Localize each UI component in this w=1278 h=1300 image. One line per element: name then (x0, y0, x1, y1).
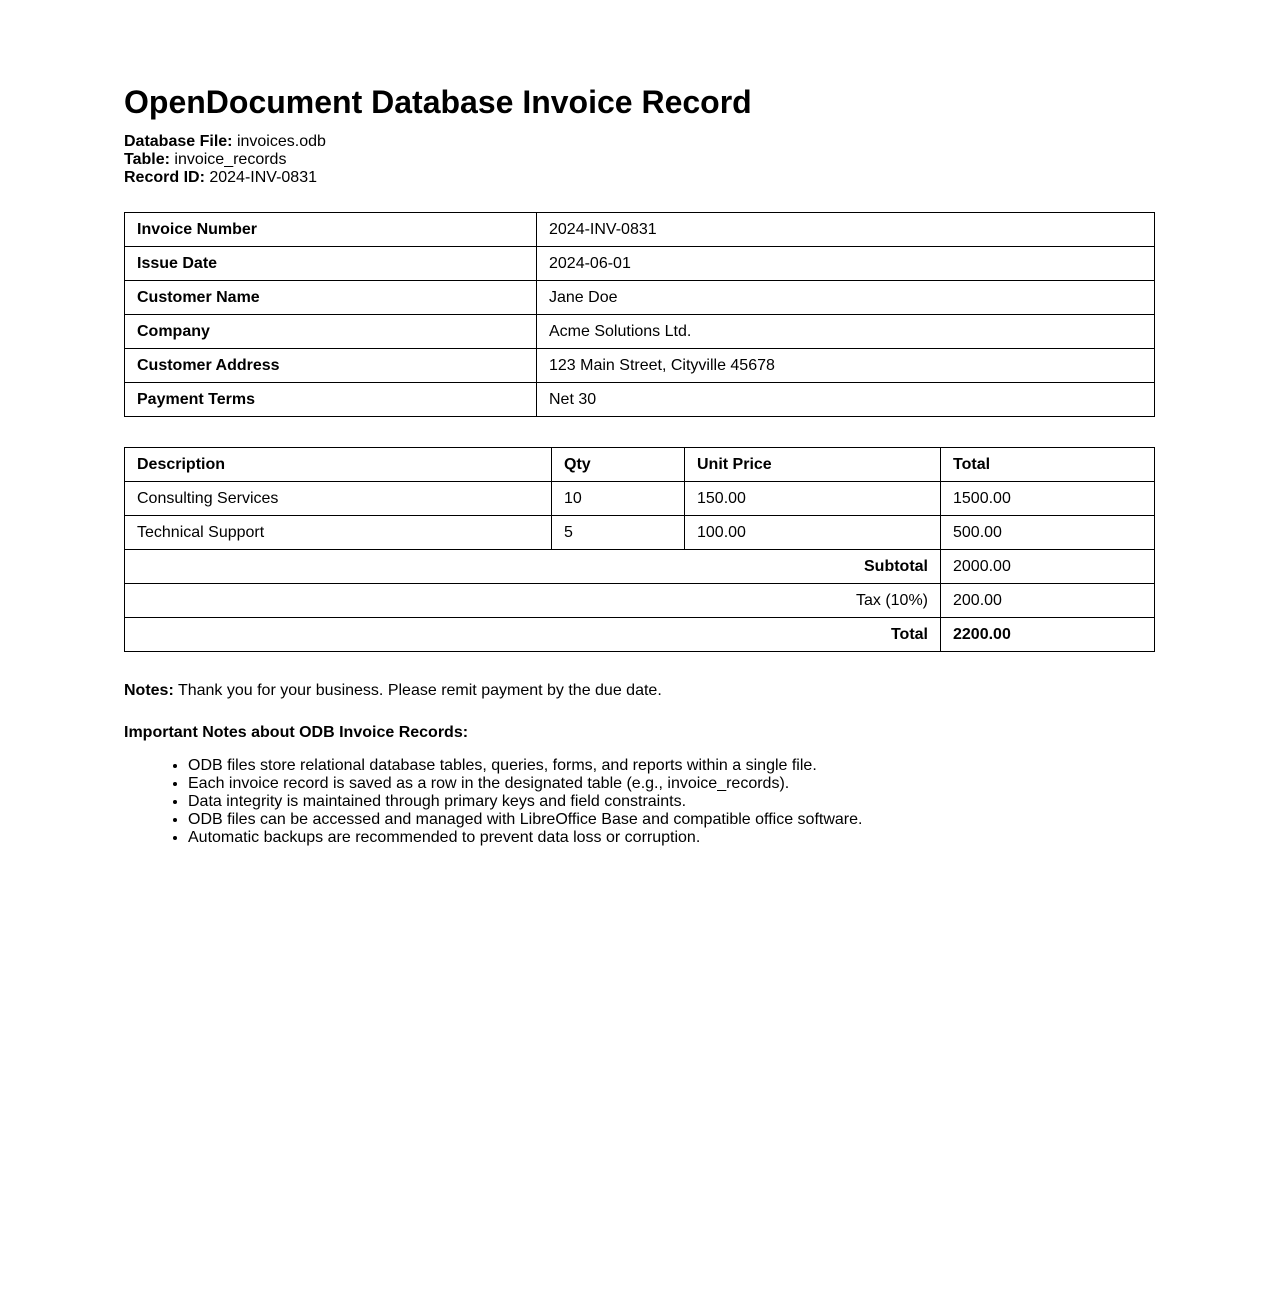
table-row (125, 281, 1155, 315)
subtotal-label: Subtotal (125, 550, 941, 584)
info-value: 123 Main Street, Cityville 45678 (537, 349, 1155, 383)
page-title: OpenDocument Database Invoice Record (124, 84, 752, 120)
info-value: Jane Doe (537, 281, 1155, 315)
meta-label: Record ID: (124, 169, 205, 186)
total-label: Total (125, 618, 941, 652)
line-items-table (124, 447, 1155, 652)
record-metadata (124, 133, 326, 187)
list-item: • Each invoice record is saved as a row in the designated table (e.g., invoice_records). (188, 775, 862, 793)
info-key: Company (125, 315, 537, 349)
info-value: 2024-INV-0831 (537, 213, 1155, 247)
column-header-qty: Qty (552, 448, 685, 482)
subtotal-row (125, 550, 1155, 584)
list-item: • Automatic backups are recommended to prevent data loss or corruption. (188, 829, 862, 847)
info-key: Invoice Number (125, 213, 537, 247)
meta-value: 2024-INV-0831 (209, 169, 317, 186)
table-row (125, 247, 1155, 281)
notes (124, 682, 662, 700)
meta-label: Table: (124, 151, 170, 168)
info-value: 2024-06-01 (537, 247, 1155, 281)
important-notes-list (124, 757, 862, 847)
meta-record-id (124, 169, 326, 187)
notes-text: Thank you for your business. Please remit payment by the due date. (173, 682, 662, 699)
subtotal-value: 2000.00 (941, 550, 1155, 584)
info-key: Issue Date (125, 247, 537, 281)
tax-row (125, 584, 1155, 618)
total-row (125, 618, 1155, 652)
tax-value: 200.00 (941, 584, 1155, 618)
item-description: Consulting Services (125, 482, 552, 516)
item-qty: 10 (552, 482, 685, 516)
table-row (125, 482, 1155, 516)
meta-value: invoice_records (174, 151, 287, 168)
item-qty: 5 (552, 516, 685, 550)
meta-database-file (124, 133, 326, 151)
table-header-row (125, 448, 1155, 482)
meta-value: invoices.odb (236, 133, 326, 150)
column-header-description: Description (125, 448, 552, 482)
column-header-unit-price: Unit Price (685, 448, 941, 482)
item-total: 500.00 (941, 516, 1155, 550)
list-item: • ODB files can be accessed and managed with LibreOffice Base and compatible office software. (188, 811, 862, 829)
table-row (125, 349, 1155, 383)
total-value: 2200.00 (941, 618, 1155, 652)
table-row (125, 516, 1155, 550)
table-row (125, 315, 1155, 349)
meta-label: Database File: (124, 133, 233, 150)
item-unit-price: 100.00 (685, 516, 941, 550)
notes-label: Notes: (124, 682, 174, 699)
tax-label: Tax (10%) (125, 584, 941, 618)
invoice-info-table (124, 212, 1155, 417)
meta-table (124, 151, 326, 169)
list-item: • ODB files store relational database tables, queries, forms, and reports within a single file. (188, 757, 862, 775)
column-header-total: Total (941, 448, 1155, 482)
item-total: 1500.00 (941, 482, 1155, 516)
item-unit-price: 150.00 (685, 482, 941, 516)
list-item: • Data integrity is maintained through primary keys and field constraints. (188, 793, 862, 811)
info-key: Customer Address (125, 349, 537, 383)
item-description: Technical Support (125, 516, 552, 550)
info-value: Acme Solutions Ltd. (537, 315, 1155, 349)
important-notes-heading: Important Notes about ODB Invoice Records: (124, 724, 469, 741)
table-row (125, 213, 1155, 247)
info-value: Net 30 (537, 383, 1155, 417)
table-row (125, 383, 1155, 417)
info-key: Customer Name (125, 281, 537, 315)
info-key: Payment Terms (125, 383, 537, 417)
